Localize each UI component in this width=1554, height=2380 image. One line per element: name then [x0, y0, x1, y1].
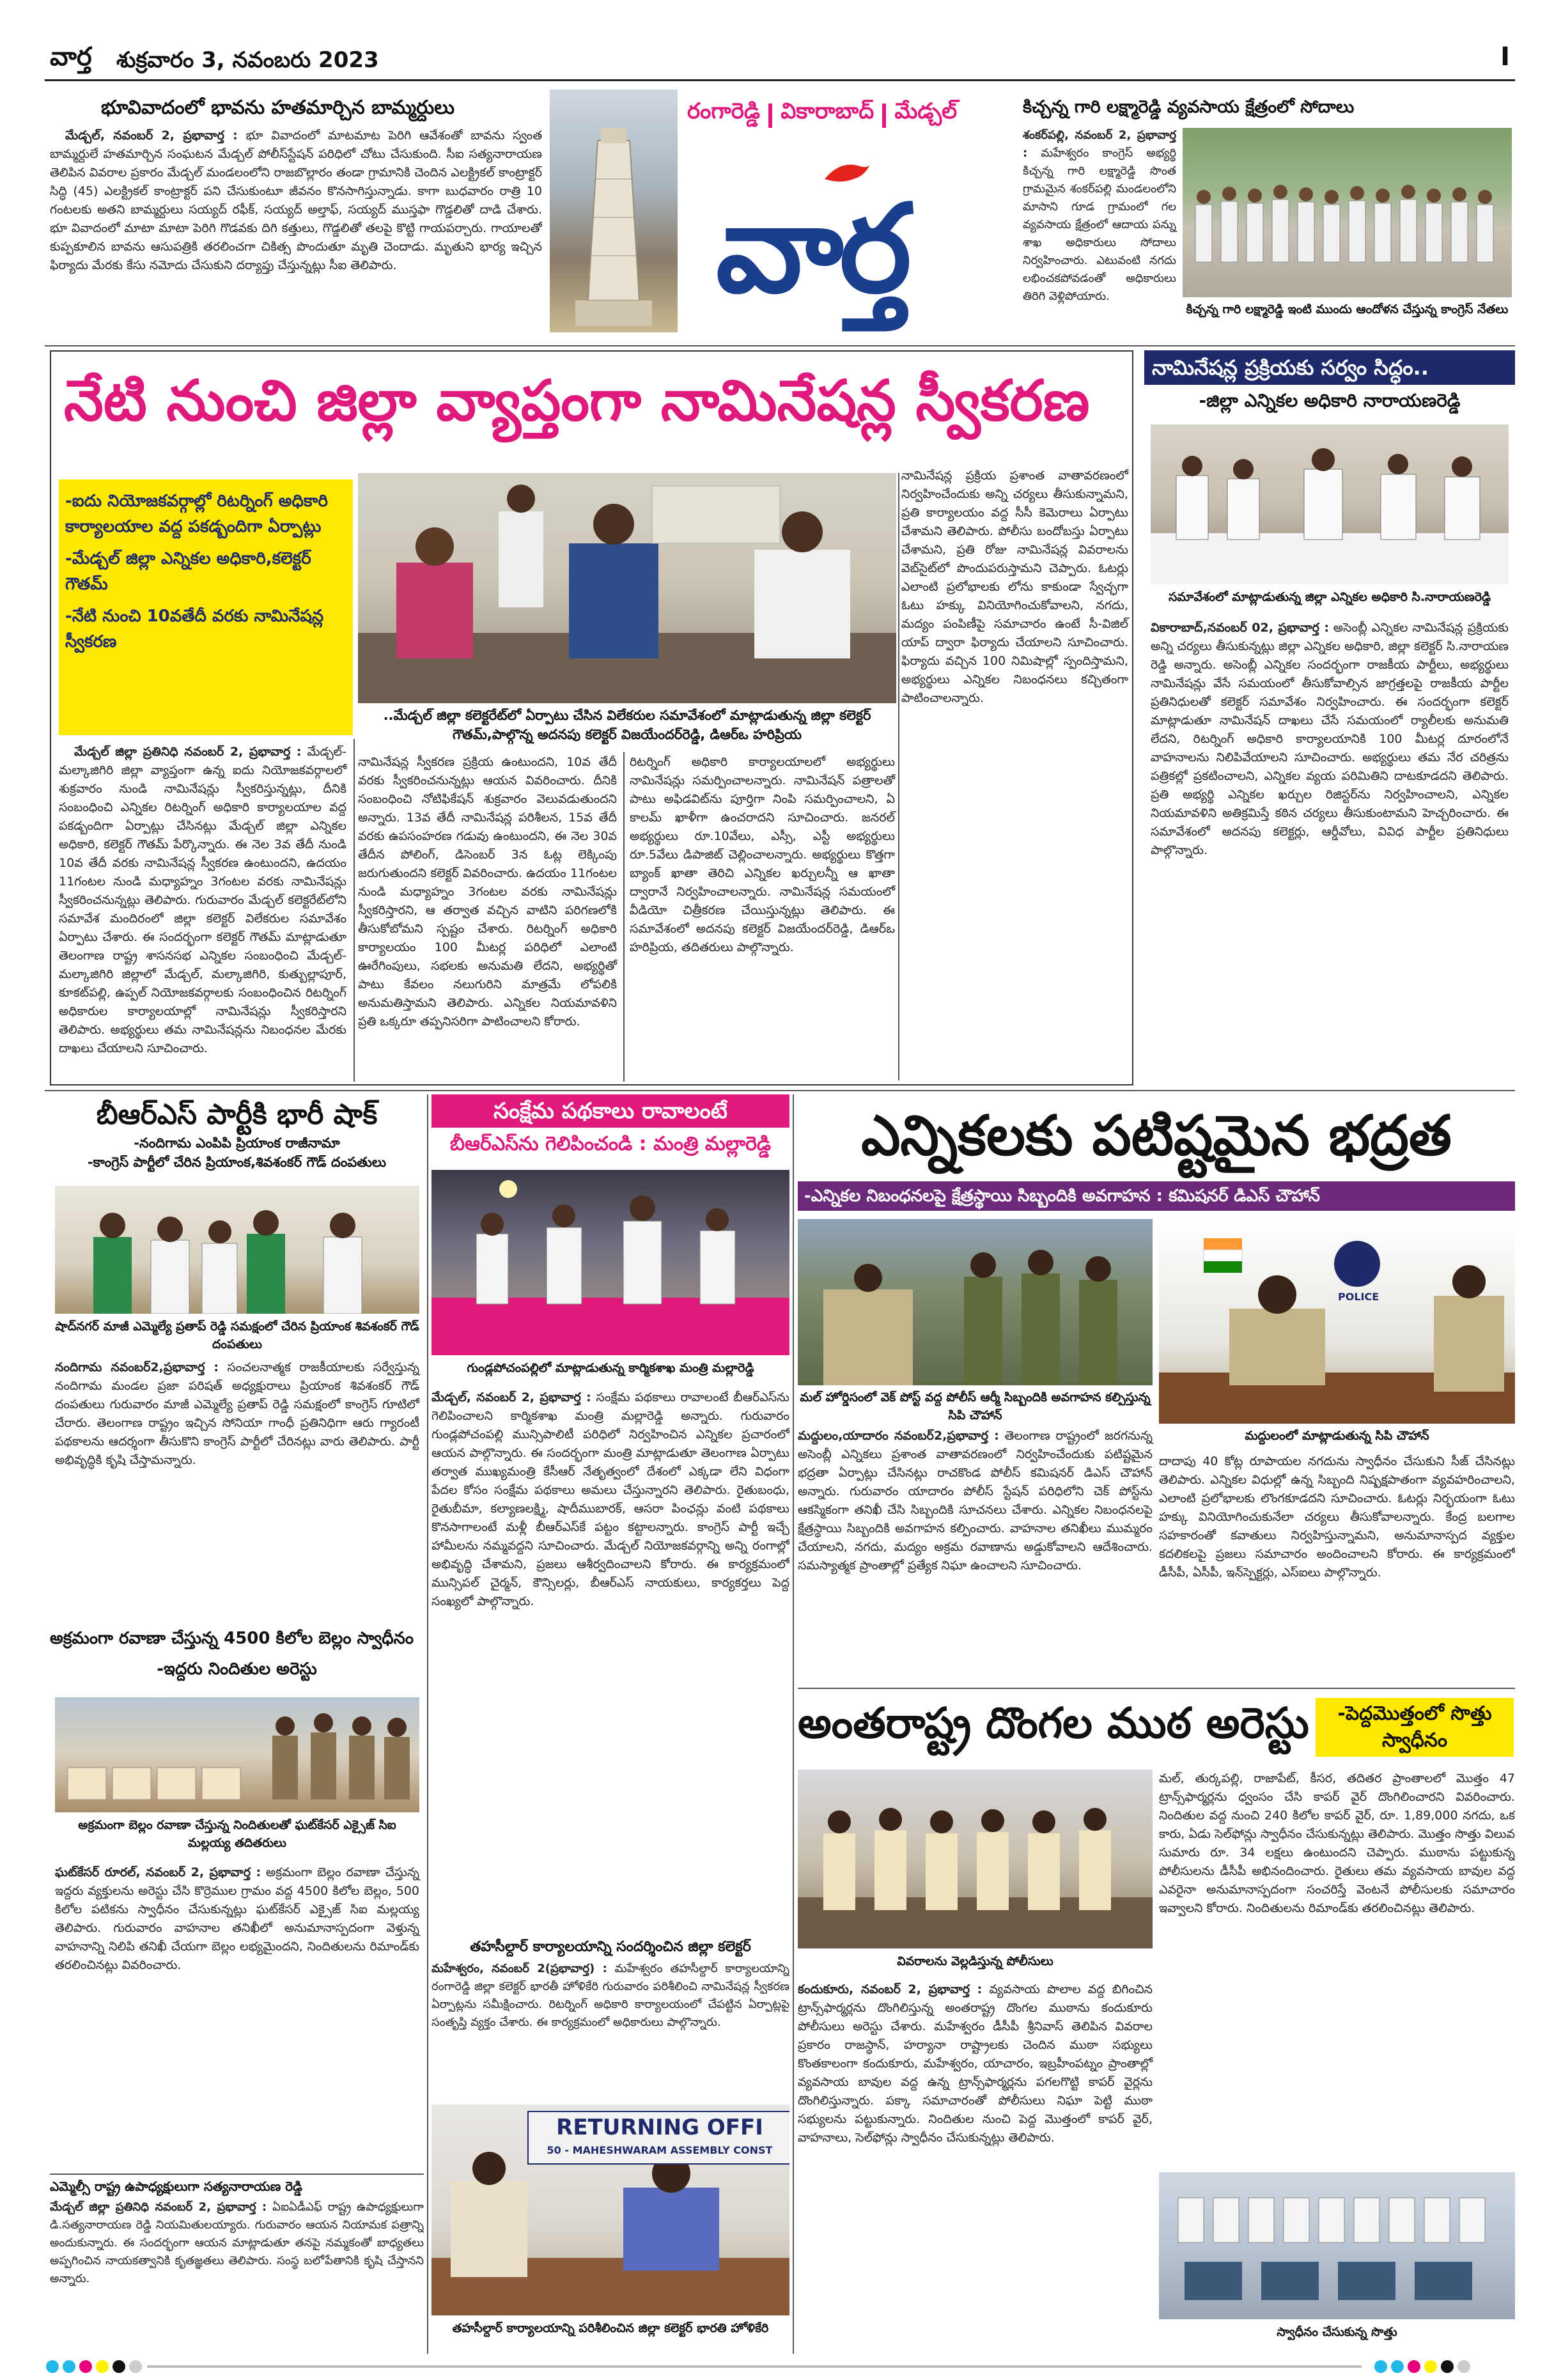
- registration-dot: [1374, 2360, 1387, 2373]
- welfare-photo-caption: గుండ్లపోచంపల్లిలో మాట్లాడుతున్న కార్మికశాఖ మంత్రి మల్లారెడ్డి: [467, 1361, 754, 1375]
- joining-photo-icon: [55, 1186, 419, 1314]
- registration-dot: [1391, 2360, 1404, 2373]
- side-story: [1144, 350, 1515, 1085]
- registration-dot: [1408, 2360, 1420, 2373]
- jaggery-dateline: ఘట్‌కేసర్ రూరల్, నవంబర్ 2, ప్రభావార్త :: [55, 1865, 261, 1879]
- lead-photo: [358, 473, 896, 703]
- seized-property-photo-icon: [1159, 2172, 1515, 2319]
- side-photo: [1151, 424, 1509, 584]
- gang-headline: అంతరాష్ట్ర దొంగల ముఠ అరెస్టు: [798, 1699, 1309, 1748]
- middle-section-rule: [45, 1090, 1515, 1091]
- collector-story: [431, 1937, 789, 2353]
- gang-body-1: వ్యవసాయ పొలాల వద్ద బిగించిన ట్రాన్స్‌ఫార్మర్లను దొంగిలిస్తున్న అంతరాష్ట్ర దొంగల ముఠాను కందుకూరు పోలీసులు అరెస్టు చేశారు. మహేశ్వరం డీసీపీ శ్రీనివాస్ తెలిపిన వివరాల ప్రకారం రాజస్థాన్, హర్యానా రాష్ట్రాలకు చెందిన ముఠా సభ్యులు కొంతకాలంగా కందుకూరు, మహేశ్వరం, యాచారం, ఇబ్రహీంపట్నం ప్రాంతాల్లో వ్యవసాయ బావుల వద్ద ఉన్న ట్రాన్స్‌ఫార్మర్లను పగలగొట్టి కాపర్ వైర్లను దొంగిలిస్తున్నారు. పక్కా సమాచారంతో పోలీసులు నిఘా పెట్టి ముఠా సభ్యులను పట్టుకున్నారు. నిందితుల నుంచి పెద్ద మొత్తంలో కాపర్ వైర్, వాహనాలు, సెల్‌ఫోన్లు స్వాధీనం చేసుకున్నట్లు తెలిపారు.: [798, 1982, 1153, 2145]
- vaartha-logo: [716, 153, 997, 332]
- welfare-headline-1: సంక్షేమ పథకాలు రావాలంటే: [431, 1094, 789, 1128]
- brs-dateline: నందిగామ నవంబర్2,ప్రభావార్త :: [55, 1360, 219, 1374]
- header-rule: [45, 79, 1515, 81]
- security-dateline: మద్దులం,యాదారం నవంబర్2,ప్రభావార్త :: [798, 1429, 999, 1443]
- story-raid: [1023, 96, 1515, 352]
- registration-dot: [1457, 2360, 1470, 2373]
- brs-photo-caption: షాద్‌నగర్ మాజీ ఎమ్మెల్యే ప్రతాప్ రెడ్డి సమక్షంలో చేరిన ప్రియాంక శివశంకర్ గౌడ్ దంపతులు: [55, 1319, 419, 1351]
- bjp-headline: ఎమ్మెల్సీ రాష్ట్ర ఉపాధ్యక్షులుగా సత్యనారాయణ రెడ్డి: [50, 2179, 302, 2194]
- district-medchal: మేడ్చల్: [894, 98, 958, 124]
- welfare-photo: [431, 1170, 789, 1355]
- story-murder-dateline: మేడ్చల్, నవంబర్ 2, ప్రభావార్త :: [65, 128, 238, 143]
- lead-highlights-box: [59, 479, 353, 735]
- checkpost-photo-icon: [798, 1219, 1153, 1385]
- welfare-dateline: మేడ్చల్, నవంబర్ 2, ప్రభావార్త :: [431, 1390, 591, 1404]
- registration-dot: [79, 2360, 92, 2373]
- footer-rule: [147, 2365, 1362, 2368]
- brs-subhead-2: -కాంగ్రెస్ పార్టీలో చేరిన ప్రియాంక,శివశంకర్ గౌడ్ దంపతులు: [87, 1155, 387, 1170]
- lead-photo-caption: ..మేడ్చల్ జిల్లా కలెక్టరేట్‌లో ఏర్పాటు చేసిన విలేకరుల సమావేశంలో మాట్లాడుతున్న జిల్లా కలెక్టర్ గౌతమ్,పాల్గొన్న అదనపు కలెక్టర్ విజయేందర్‌రెడ్డి, డిఆర్‌ఒ హరిప్రియ: [383, 708, 871, 742]
- jaggery-subhead: -ఇద్దరు నిందితుల అరెస్టు: [157, 1660, 317, 1679]
- lead-col-4: నామినేషన్ల ప్రక్రియ ప్రశాంత వాతావరణంలో నిర్వహించేందుకు అన్ని చర్యలు తీసుకున్నామని, ప్రతి కార్యాలయం వద్ద సీసీ కెమెరాలు ఏర్పాటు చేశామని తెలిపారు. పోలీసు బందోబస్తు ఏర్పాటు చేశామని, ప్రతి రోజు నామినేషన్ల వివరాలను వెబ్‌సైట్‌లో పొందుపరుస్తామని చెప్పారు. ఓటర్లు ఎలాంటి ప్రలోభాలకు లోను కాకుండా స్వేచ్ఛగా ఓటు హక్కు వినియోగించుకోవాలని, నగదు, మద్యం పంపిణీపై సమాచారం ఉంటే సీ-విజిల్ యాప్ ద్వారా ఫిర్యాదు చేయాలని సూచించారు. ఫిర్యాదు వచ్చిన 100 నిమిషాల్లో స్పందిస్తామని, అభ్యర్థులు ఎన్నికల నిబంధనలు కచ్చితంగా పాటించాలన్నారు.: [901, 469, 1128, 705]
- welfare-body: సంక్షేమ పథకాలు రావాలంటే బీఆర్‌ఎస్‌ను గెలిపించాలని కార్మికశాఖ మంత్రి మల్లారెడ్డి అన్నారు. గురువారం గుండ్లపోచంపల్లి మున్సిపాలిటీ పరిధిలో నిర్వహించిన ఎన్నికల ప్రచారంలో ఆయన పాల్గొన్నారు. ఈ సందర్భంగా మంత్రి మాట్లాడుతూ తెలంగాణ ఏర్పాటు తర్వాత ముఖ్యమంత్రి కేసీఆర్ నేతృత్వంలో దేశంలో ఎక్కడా లేని విధంగా పేదల కోసం సంక్షేమ పథకాలు అమలు చేస్తున్నారని తెలిపారు. రైతుబంధు, రైతుబీమా, కల్యాణలక్ష్మి, షాదీముబారక్, ఆసరా పింఛన్లు వంటి పథకాలు కొనసాగాలంటే మళ్లీ బీఆర్‌ఎస్‌కే పట్టం కట్టాలన్నారు. కాంగ్రెస్ పార్టీ ఇచ్చే హామీలను నమ్మవద్దని సూచించారు. మేడ్చల్ నియోజకవర్గాన్ని అన్ని రంగాల్లో అభివృద్ధి చేశామని, ప్రజలు ఆశీర్వదించాలని కోరారు. ఈ కార్యక్రమంలో మున్సిపల్ చైర్మన్, కౌన్సిలర్లు, బీఆర్‌ఎస్ నాయకులు, కార్యకర్తలు పెద్ద సంఖ్యలో పాల్గొన్నారు.: [431, 1390, 789, 1608]
- collector-headline: తహసీల్దార్ కార్యాలయాన్ని సందర్శించిన జిల్లా కలెక్టర్: [470, 1939, 751, 1955]
- top-section-rule: [45, 345, 1515, 346]
- lead-col-3: రిటర్నింగ్ అధికారి కార్యాలయాలలో అభ్యర్థులు నామినేషన్లు సమర్పించాలన్నారు. నామినేషన్ పత్రాలతో పాటు అఫిడవిట్‌ను పూర్తిగా నింపి సమర్పించాలని, ఏ కాలమ్ ఖాళీగా ఉంచరాదని సూచించారు. జనరల్ అభ్యర్థులు రూ.10వేలు, ఎస్సీ, ఎస్టీ అభ్యర్థులు రూ.5వేలు డిపాజిట్ చెల్లించాలన్నారు. అభ్యర్థులు కొత్తగా బ్యాంక్ ఖాతా తెరిచి ఎన్నికల ఖర్చులన్నీ ఆ ఖాతా ద్వారానే నిర్వహించాలన్నారు. నామినేషన్ల సమయంలో వీడియో చిత్రీకరణ చేయిస్తున్నట్లు తెలిపారు. ఈ సమావేశంలో అదనపు కలెక్టర్ విజయేందర్‌రెడ్డి, డిఆర్‌ఒ హరిప్రియ, తదితరులు పాల్గొన్నారు.: [630, 755, 895, 954]
- lead-highlight-3: -నేటి నుంచి 10వతేదీ వరకు నామినేషన్ల స్వీకరణ: [65, 607, 324, 651]
- side-subhead: -జిల్లా ఎన్నికల అధికారి నారాయణరెడ్డి: [1199, 390, 1461, 411]
- story-raid-headline: కిచ్చన్న గారి లక్ష్మారెడ్డి వ్యవసాయ క్షేత్రంలో సోదాలు: [1023, 97, 1355, 117]
- district-rangareddy: రంగారెడ్డి: [687, 98, 761, 124]
- press-meet-photo-icon: [358, 473, 896, 703]
- raid-photo: [1183, 128, 1512, 297]
- seized-goods-photo-icon: [55, 1697, 419, 1812]
- collector-body: మహేశ్వరం తహసీల్దార్ కార్యాలయాన్ని రంగారెడ్డి జిల్లా కలెక్టర్ భారతీ హోళికేరి గురువారం పరిశీలించి నామినేషన్ల స్వీకరణ ఏర్పాట్లను సమీక్షించారు. రిటర్నింగ్ అధికారి కార్యాలయంలో చేపట్టిన ఏర్పాట్లపై సంతృప్తి వ్యక్తం చేశారు. ఈ కార్యక్రమంలో అధికారులు పాల్గొన్నారు.: [431, 1962, 789, 2029]
- side-photo-caption: సమావేశంలో మాట్లాడుతున్న జిల్లా ఎన్నికల అధికారి సి.నారాయణరెడ్డి: [1168, 590, 1491, 604]
- lead-dateline: మేడ్చల్ జిల్లా ప్రతినిధి నవంబర్ 2, ప్రభావార్త :: [74, 745, 302, 759]
- security-body-2: దాదాపు 40 కోట్ల రూపాయల నగదును స్వాధీనం చేసుకుని సీజ్ చేసినట్లు తెలిపారు. ఎన్నికల విధుల్లో ఉన్న సిబ్బంది నిష్పక్షపాతంగా వ్యవహరించాలని, ఎలాంటి ప్రలోభాలకు లొంగకూడదని సూచించారు. ఓటర్లు నిర్భయంగా ఓటు హక్కు వినియోగించుకునేలా చర్యలు తీసుకోవాలన్నారు. కేంద్ర బలగాల సహకారంతో కవాతులు నిర్వహిస్తున్నామని, అనుమానాస్పద వ్యక్తుల కదలికలపై ప్రజలు సమాచారం అందించాలని కోరారు. ఈ కార్యక్రమంలో డీసీపీ, ఏసీపీ, ఇన్‌స్పెక్టర్లు, ఎస్‌ఐలు పాల్గొన్నారు.: [1159, 1454, 1515, 1580]
- gang-story: [798, 1693, 1515, 2354]
- registration-dot: [46, 2360, 59, 2373]
- bjp-body: ఏఐఏడీఎఫ్ రాష్ట్ర ఉపాధ్యక్షులుగా డి.సత్యనారాయణ రెడ్డి నియమితులయ్యారు. గురువారం ఆయన నియామక పత్రాన్ని అందుకున్నారు. ఈ సందర్భంగా ఆయన మాట్లాడుతూ తనపై నమ్మకంతో బాధ్యతలు అప్పగించిన నాయకత్వానికి కృతజ్ఞతలు తెలిపారు. సంస్థ బలోపేతానికి కృషి చేస్తానని అన్నారు.: [50, 2200, 424, 2285]
- brs-headline: బీఆర్ఎస్ పార్టీకి భారీ షాక్: [96, 1098, 378, 1131]
- brs-story: [50, 1096, 424, 1627]
- collector-photo: [431, 2104, 789, 2315]
- security-photo-2: [1159, 1219, 1515, 1424]
- vaartha-logo-text: వార్త: [716, 178, 908, 320]
- security-photo-1-caption: మల్ హోర్డిసంలో వెక్ పోస్ట్ వద్ద పోలీస్ ఆర్మీ సిబ్బందికి అవగాహన కల్పిస్తున్న సిపి చౌహాన్: [800, 1390, 1151, 1422]
- temple-photo: [550, 89, 678, 332]
- story-murder: [50, 96, 542, 364]
- registration-dot: [1424, 2360, 1437, 2373]
- jaggery-body: అక్రమంగా బెల్లం రవాణా చేస్తున్న ఇద్దరు వ్యక్తులను అరెస్టు చేసి కొర్రెముల గ్రామం వద్ద 4500 కిలోల బెల్లం, 500 కిలోల పటికను స్వాధీనం చేసుకున్నట్లు ఘట్‌కేసర్ ఎక్సైజ్ సిఐ మల్లయ్య తెలిపారు. గురువారం వాహనాల తనిఖీలో అనుమానాస్పదంగా వెళ్తున్న వాహనాన్ని నిలిపి తనిఖీ చేయగా బెల్లం లభ్యమైందని, నిందితులను రిమాండ్‌కు తరలించినట్లు వివరించారు.: [55, 1865, 419, 1972]
- security-subhead: -ఎన్నికల నిబంధనలపై క్షేత్రస్థాయి సిబ్బందికి అవగాహన : కమిషనర్ డిఎస్ చౌహాన్: [798, 1181, 1515, 1211]
- security-photo-1: [798, 1219, 1153, 1385]
- brs-subhead-1: -నందిగామ ఎంపిపి ప్రియాంక రాజీనామా: [134, 1135, 340, 1151]
- lead-col-2: నామినేషన్ల స్వీకరణ ప్రక్రియ ఉంటుందని, 10వ తేదీ వరకు స్వీకరించనున్నట్లు ఆయన వివరించారు. దీనికి సంబంధించి నోటిఫికేషన్ శుక్రవారం వెలువడుతుందని అన్నారు. 13వ తేదీ నామినేషన్ల పరిశీలన, 15వ తేదీ వరకు ఉపసంహరణ గడువు ఉంటుందని, ఈ నెల 30వ తేదీన పోలింగ్, డిసెంబర్ 3న ఓట్ల లెక్కింపు జరుగుతుందని కలెక్టర్ వివరించారు. ఉదయం 11గంటల నుండి మధ్యాహ్నం 3గంటల వరకు నామినేషన్లు స్వీకరిస్తారని, ఆ తర్వాత వచ్చిన వాటిని పరిగణలోకి తీసుకోబోమని స్పష్టం చేశారు. రిటర్నింగ్ అధికారి కార్యాలయం 100 మీటర్ల పరిధిలో ఎలాంటి ఊరేగింపులు, సభలకు అనుమతి లేదని, అభ్యర్థితో పాటు కేవలం నలుగురిని మాత్రమే లోపలికి అనుమతిస్తామని తెలిపారు. ఎన్నికల నియమావళిని ప్రతి ఒక్కరూ తప్పనిసరిగా పాటించాలని కోరారు.: [358, 755, 617, 1029]
- bjp-dateline: మేడ్చల్ జిల్లా ప్రతినిధి నవంబర్ 2, ప్రభావార్త :: [50, 2200, 267, 2214]
- welfare-headline-2: బీఆర్‌ఎస్‌ను గెలిపించండి : మంత్రి మల్లారెడ్డి: [449, 1133, 772, 1155]
- masthead-bar: [45, 38, 1515, 78]
- security-headline: ఎన్నికలకు పటిష్టమైన భద్రత: [861, 1104, 1452, 1168]
- collector-dateline: మహేశ్వరం, నవంబర్ 2(ప్రభావార్త) :: [431, 1962, 607, 1975]
- registration-dot: [113, 2360, 125, 2373]
- gang-photo-1-caption: వివరాలను వెల్లడిస్తున్న పోలీసులు: [897, 1954, 1053, 1968]
- security-story: [798, 1094, 1515, 1683]
- side-headline: నామినేషన్ల ప్రక్రియకు సర్వం సిద్ధం..: [1144, 350, 1515, 385]
- meeting-photo-icon: [1151, 424, 1509, 584]
- brs-body: సంచలనాత్మక రాజకీయాలకు సర్వేస్తున్న నందిగామ మండల ప్రజా పరిషత్ అధ్యక్షురాలు ప్రియాంక శివశంకర్ గౌడ్ దంపతులు గురువారం మాజీ ఎమ్మెల్యే ప్రతాప్ రెడ్డి సమక్షంలో కాంగ్రెస్ గూటిలో చేరారు. తెలంగాణ రాష్ట్రం ఇచ్చిన సోనియా గాంధీ ప్రతినిధిగా ఆరు గ్యారంటీ పథకాలను ఆదర్శంగా తీసుకొని కాంగ్రెస్ పార్టీలో చేరినట్లు వారు తెలిపారు. పార్టీ అభివృద్ధికి కృషి చేస్తామన్నారు.: [55, 1360, 419, 1467]
- district-banner: [687, 98, 1007, 139]
- jaggery-photo: [55, 1697, 419, 1812]
- story-raid-dateline: శంకర్‌పల్లి, నవంబర్ 2, ప్రభావార్త :: [1023, 128, 1176, 160]
- jaggery-photo-caption: అక్రమంగా బెల్లం రవాణా చేస్తున్న నిందితులతో ఘట్‌కేసర్ ఎక్సైజ్ సిఐ మల్లయ్య తదితరులు: [78, 1818, 396, 1850]
- welfare-story: [431, 1094, 789, 1938]
- jaggery-headline: అక్రమంగా రవాణా చేస్తున్న 4500 కిలోల బెల్లం స్వాధీనం: [50, 1629, 414, 1648]
- press-briefing-photo-icon: [1159, 1219, 1515, 1424]
- story-murder-headline: భూవివాదంలో భావను హతమార్చిన బామ్మర్దులు: [101, 97, 455, 119]
- raid-photo-caption: కిచ్చన్న గారి లక్ష్మారెడ్డి ఇంటి ముందు ఆందోళన చేస్తున్న కాంగ్రెస్ నేతలు: [1186, 302, 1509, 316]
- bjp-story: [50, 2177, 424, 2353]
- registration-dot: [96, 2360, 109, 2373]
- returning-office-sign: RETURNING OFFI 50 - MAHESHWARAM ASSEMBLY CONST: [527, 2111, 789, 2165]
- side-dateline: వికారాబాద్,నవంబర్ 02, ప్రభావార్త :: [1151, 621, 1329, 635]
- police-badge: POLICE: [1338, 1291, 1379, 1303]
- gang-photo-2: [1159, 2172, 1515, 2319]
- gang-dateline: కందుకూరు, నవంబర్ 2, ప్రభావార్త :: [798, 1982, 983, 1996]
- page-number: I: [1500, 42, 1510, 72]
- temple-tower-icon: [550, 89, 678, 332]
- gang-subhead: -పెద్దమొత్తంలో సొత్తు స్వాధీనం: [1316, 1698, 1514, 1757]
- gang-body-2: మల్, తుర్కపల్లి, రాజాపేట్, కీసర, తదితర ప్రాంతాలలో మొత్తం 47 ట్రాన్స్‌ఫార్మర్లను ధ్వంసం చేసి కాపర్ వైర్ దొంగిలించారని వివరించారు. నిందితుల వద్ద నుంచి 240 కిలోల కాపర్ వైర్, రూ. 1,89,000 నగదు, ఒక కారు, ఏడు సెల్‌ఫోన్లు స్వాధీనం చేసుకున్నట్లు తెలిపారు. మొత్తం సొత్తు విలువ సుమారు రూ. 34 లక్షలు ఉంటుందని చెప్పారు. ముఠాను పట్టుకున్న పోలీసులను డీసీపీ అభినందించారు. రైతులు తమ వ్యవసాయ బావుల వద్ద ఎవరైనా అనుమానాస్పదంగా సంచరిస్తే వెంటనే పోలీసులకు సమాచారం ఇవ్వాలని కోరారు. నిందితులను రిమాండ్‌కు తరలించినట్లు తెలిపారు.: [1159, 1771, 1515, 1915]
- jaggery-story: [50, 1627, 424, 2177]
- district-masthead: [550, 89, 1010, 345]
- security-photo-2-caption: మద్దులంలో మాట్లాడుతున్న సిపి చౌహాన్: [1245, 1429, 1429, 1443]
- gang-photo-1: [798, 1769, 1153, 1948]
- lead-col-1: మేడ్చల్ జిల్లా ప్రతినిధి నవంబర్ 2, ప్రభావార్త : మేడ్చల్-మల్కాజిగిరి జిల్లా వ్యాప్తంగా ఉన్న ఐదు నియోజకవర్గాలలో శుక్రవారం నుండి నామినేషన్లు స్వీకరిస్తున్నట్లు, దీనికి సంబంధించి ఎన్నికల రిటర్నింగ్ అధికారి కార్యాలయాల వద్ద పకడ్బందిగా ఏర్పాట్లు చేసినట్లు మేడ్చల్ జిల్లా ఎన్నికల అధికారి, కలెక్టర్ గౌతమ్ పేర్కొన్నారు. ఈ నెల 3వ తేదీ నుండి 10వ తేదీ వరకు నామినేషన్ల స్వీకరణ ఉంటుందని, ఉదయం 11గంటల నుండి మధ్యాహ్నం 3గంటల వరకు నామినేషన్లు స్వీకరించనున్నట్లు తెలిపారు. గురువారం మేడ్చల్ కలెక్టరేట్‌లోని సమావేశ మందిరంలో జిల్లా కలెక్టర్ విలేకరుల సమావేశం ఏర్పాటు చేశారు. ఈ సందర్భంగా కలెక్టర్ గౌతమ్ మాట్లాడుతూ తెలంగాణ రాష్ట్ర శాసనసభ ఎన్నికల సంబంధించి మేడ్చల్-మల్కాజిగిరి జిల్లాలో మేడ్చల్, మల్కాజిగిరి, కుత్బుల్లాపూర్, కూకట్‌పల్లి, ఉప్పల్ నియోజకవర్గాలకు సంబంధించిన రిటర్నింగ్ అధికారుల కార్యాలయాల్లో నామినేషన్లు స్వీకరిస్తారని తెలిపారు. అభ్యర్థులు తమ నామినేషన్లను నిబంధనల మేరకు దాఖలు చేయాలని సూచించారు.: [59, 745, 346, 1055]
- lead-highlight-2: -మేడ్చల్ జిల్లా ఎన్నికల అధికారి,కలెక్టర్ గౌతమ్: [65, 549, 311, 594]
- lead-headline: నేటి నుంచి జిల్లా వ్యాప్తంగా నామినేషన్ల స్వీకరణ: [64, 368, 1090, 433]
- registration-dot: [63, 2360, 75, 2373]
- security-body-1: తెలంగాణ రాష్ట్రంలో జరగనున్న అసెంబ్లీ ఎన్నికలు ప్రశాంత వాతావరణంలో నిర్వహించేందుకు పటిష్టమైన భద్రతా ఏర్పాట్లు చేసినట్లు రాచకొండ పోలీస్ కమిషనర్ డిఎస్ చౌహాన్ అన్నారు. గురువారం యాదారం పోలీస్ స్టేషన్ పరిధిలోని చెక్ పోస్ట్‌ను ఆకస్మికంగా తనిఖీ చేసి సిబ్బందికి సూచనలు చేశారు. ఎన్నికల నిబంధనలపై క్షేత్రస్థాయి సిబ్బందికి అవగాహన కల్పించారు. వాహనాల తనిఖీలు ముమ్మరం చేయాలని, నగదు, మద్యం అక్రమ రవాణాను అడ్డుకోవాలని ఆదేశించారు. సమస్యాత్మక ప్రాంతాల్లో ప్రత్యేక నిఘా ఉంచాలని సూచించారు.: [798, 1429, 1153, 1573]
- collector-photo-caption: తహసీల్దార్ కార్యాలయాన్ని పరిశీలించిన జిల్లా కలెక్టర్ భారతి హోళికేరి: [452, 2321, 769, 2335]
- registration-dot: [1441, 2360, 1454, 2373]
- crowd-photo-icon: [1183, 128, 1512, 297]
- side-body: అసెంబ్లీ ఎన్నికల నామినేషన్ల ప్రక్రియకు అన్ని చర్యలు తీసుకున్నట్లు జిల్లా ఎన్నికల అధికారి, జిల్లా కలెక్టర్ సి.నారాయణ రెడ్డి అన్నారు. అసెంబ్లీ ఎన్నికల సందర్భంగా రాజకీయ పార్టీలు, అభ్యర్థులు నామినేషన్లు వేసే సమయంలో తీసుకోవాల్సిన జాగ్రత్తలపై రాజకీయ పార్టీల ప్రతినిధులతో కలెక్టర్ సమావేశం నిర్వహించారు. ఈ సందర్భంగా కలెక్టర్ మాట్లాడుతూ నామినేషన్ దాఖలు చేసే సమయంలో ర్యాలీలకు అనుమతి లేదని, రిటర్నింగ్ అధికారి కార్యాలయానికి 100 మీటర్ల దూరంలోనే వాహనాలను నిలిపివేయాలని సూచించారు. అభ్యర్థులు తమ నేర చరిత్రను పత్రికల్లో ప్రకటించాలని, ఎన్నికల వ్యయ పరిమితిని దాటకూడదని తెలిపారు. ప్రతి అభ్యర్థి ఎన్నికల ఖర్చుల రిజిస్టర్‌ను నిర్వహించాలని, ఎన్నికల నియమావళిని అతిక్రమిస్తే కఠిన చర్యలు తీసుకుంటామని హెచ్చరించారు. ఈ సమావేశంలో అదనపు కలెక్టర్లు, ఆర్డీవోలు, వివిధ పార్టీల ప్రతినిధులు పాల్గొన్నారు.: [1151, 621, 1509, 857]
- lead-highlight-1: -ఐదు నియోజకవర్గాల్లో రిటర్నింగ్ అధికారి కార్యాలయాల వద్ద పకడ్బందిగా ఏర్పాట్లు: [65, 492, 328, 536]
- arrested-gang-photo-icon: [798, 1769, 1153, 1948]
- story-raid-body: మహేశ్వరం కాంగ్రెస్ అభ్యర్థి కిచ్చన్న గారి లక్ష్మారెడ్డి సొంత గ్రామమైన శంకర్‌పల్లి మండలంలోని మాసాని గూడ గ్రామంలో గల వ్యవసాయ క్షేత్రంలో ఆదాయ పన్ను శాఖ అధికారులు సోదాలు నిర్వహించారు. ఎటువంటి నగదు లభించకపోవడంతో అధికారులు తిరిగి వెళ్లిపోయారు.: [1023, 146, 1176, 303]
- header-date: శుక్రవారం 3, నవంబరు 2023: [116, 47, 379, 73]
- lead-story-box: [50, 350, 1133, 1085]
- campaign-photo-icon: [431, 1170, 789, 1355]
- masthead-title: వార్త: [50, 42, 92, 72]
- story-murder-body: భూ వివాదంలో మాటమాట పెరిగి ఆవేశంతో బావను స్వంత బామ్మర్దులే హతమార్చిన సంఘటన మేడ్చల్ పోలీస్‌స్టేషన్ పరిధిలో చోటు చేసుకుంది. సీఐ సత్యనారాయణ తెలిపిన వివరాల ప్రకారం మేడ్చల్ మండలంలోని రాజబొల్లారం తండా గ్రామానికి చెందిన ఎలక్ట్రికల్ కాంట్రాక్టర్ సిద్ధి (45) ఎలక్ట్రికల్ కాంట్రాక్టర్ పని చేసుకుంటూ జీవనం కొనసాగిస్తున్నాడు. కాగా బుధవారం రాత్రి 10 గంటలకు అతని బామ్మర్దులు సయ్యద్ రఫీక్, సయ్యద్ అల్తాఫ్, సయ్యద్ ముస్తఫా గొడ్డలితో దాడి చేశారు. భూ వివాదంలో మాటా మాటా పెరిగి గొడవకు దిగి కత్తులు, గొడ్డలితో తలపై కొట్టి గాయపర్చారు. గాయాలతో కుప్పకూలిన బావను ఆసుపత్రికి తరలించగా చికిత్స పొందుతూ మృతి చెందాడు. మృతుని భార్య ఇచ్చిన ఫిర్యాదు మేరకు కేసు నమోదు చేసుకుని దర్యాప్తు చేస్తున్నట్లు సీఐ తెలిపారు.: [50, 128, 542, 272]
- brs-photo: [55, 1186, 419, 1314]
- gang-photo-2-caption: స్వాధీనం చేసుకున్న సొత్తు: [1277, 2325, 1397, 2339]
- registration-dot: [129, 2360, 142, 2373]
- district-vikarabad: వికారాబాద్: [781, 98, 874, 124]
